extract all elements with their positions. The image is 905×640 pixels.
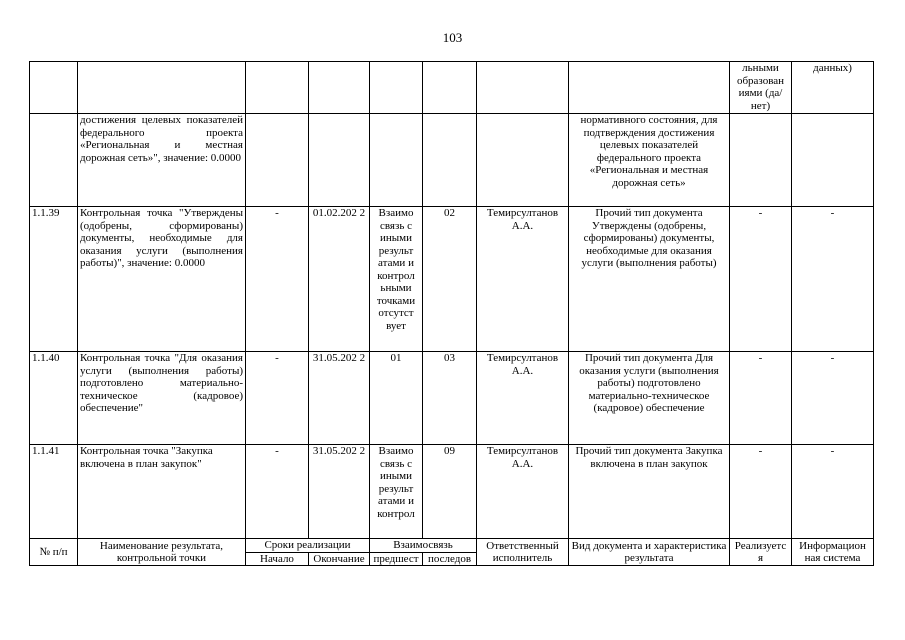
cell-name: Контрольная точка "Утверждены (одобрены, сформированы) документы, необходимые для оказания услуги (выполнения работы)", значение: 0.0000 [78, 207, 246, 352]
table-row [30, 207, 874, 352]
header-dates: Сроки реализации [246, 539, 370, 553]
cell-pred [370, 62, 423, 114]
header-num: № п/п [30, 539, 78, 566]
header-link: Взаимосвязь [370, 539, 477, 553]
cell-responsible [477, 114, 569, 207]
cell-succ [423, 114, 477, 207]
cell-end [309, 114, 370, 207]
cell-name: Контрольная точка "Закупка включена в план закупок" [78, 445, 246, 539]
cell-info: - [792, 445, 874, 539]
header-realized: Реализуетс я [730, 539, 792, 566]
cell-start [246, 114, 309, 207]
cell-succ: 03 [423, 352, 477, 445]
header-end: Окончание [309, 552, 370, 566]
header-succ: последов [423, 552, 477, 566]
header-doc: Вид документа и характеристика результата [569, 539, 730, 566]
cell-info: - [792, 207, 874, 352]
cell-pred: Взаимо связь с иными результ атами и контрол ьными точками отсутст вует [370, 207, 423, 352]
cell-realized: - [730, 445, 792, 539]
control-points-table [29, 61, 874, 566]
cell-end: 31.05.202 2 [309, 445, 370, 539]
cell-info: данных) [792, 62, 874, 114]
cell-doc: Прочий тип документа Утверждены (одобрены, сформированы) документы, необходимые для оказания услуги (выполнения работы) [569, 207, 730, 352]
header-pred: предшест [370, 552, 423, 566]
cell-end: 01.02.202 2 [309, 207, 370, 352]
cell-realized: льными образован иями (да/нет) [730, 62, 792, 114]
cell-doc [569, 62, 730, 114]
cell-succ: 02 [423, 207, 477, 352]
cell-name: достижения целевых показателей федерального проекта «Региональная и местная дорожная сеть»", значение: 0.0000 [78, 114, 246, 207]
cell-info: - [792, 352, 874, 445]
cell-start: - [246, 352, 309, 445]
cell-pred [370, 114, 423, 207]
page-number: 103 [442, 30, 463, 45]
continued-row [30, 114, 874, 207]
cell-name [78, 62, 246, 114]
cell-num: 1.1.39 [30, 207, 78, 352]
cell-doc: нормативного состояния, для подтверждения достижения целевых показателей федерального проекта «Региональная и местная дорожная сеть» [569, 114, 730, 207]
footer-header-row [30, 539, 874, 553]
header-info: Информацион ная система [792, 539, 874, 566]
cell-name: Контрольная точка "Для оказания услуги (выполнения работы) подготовлено материально-техническое (кадровое) обеспечение" [78, 352, 246, 445]
cell-responsible: Темирсултанов А.А. [477, 352, 569, 445]
cell-info [792, 114, 874, 207]
cell-pred: 01 [370, 352, 423, 445]
cell-pred: Взаимо связь с иными результ атами и контрол [370, 445, 423, 539]
cell-responsible [477, 62, 569, 114]
cell-doc: Прочий тип документа Для оказания услуги (выполнения работы) подготовлено материально-техническое (кадровое) обеспечение [569, 352, 730, 445]
table-row [30, 352, 874, 445]
cell-doc: Прочий тип документа Закупка включена в план закупок [569, 445, 730, 539]
cell-end [309, 62, 370, 114]
cell-realized [730, 114, 792, 207]
cell-succ: 09 [423, 445, 477, 539]
cell-responsible: Темирсултанов А.А. [477, 445, 569, 539]
cell-end: 31.05.202 2 [309, 352, 370, 445]
cell-start [246, 62, 309, 114]
cell-num: 1.1.41 [30, 445, 78, 539]
table-row [30, 445, 874, 539]
header-name: Наименование результата, контрольной точки [78, 539, 246, 566]
cell-num [30, 114, 78, 207]
cell-start: - [246, 207, 309, 352]
header-responsible: Ответственный исполнитель [477, 539, 569, 566]
cell-succ [423, 62, 477, 114]
cell-responsible: Темирсултанов А.А. [477, 207, 569, 352]
continued-top-row [30, 62, 874, 114]
cell-realized: - [730, 207, 792, 352]
cell-realized: - [730, 352, 792, 445]
cell-num: 1.1.40 [30, 352, 78, 445]
header-start: Начало [246, 552, 309, 566]
cell-start: - [246, 445, 309, 539]
cell-num [30, 62, 78, 114]
